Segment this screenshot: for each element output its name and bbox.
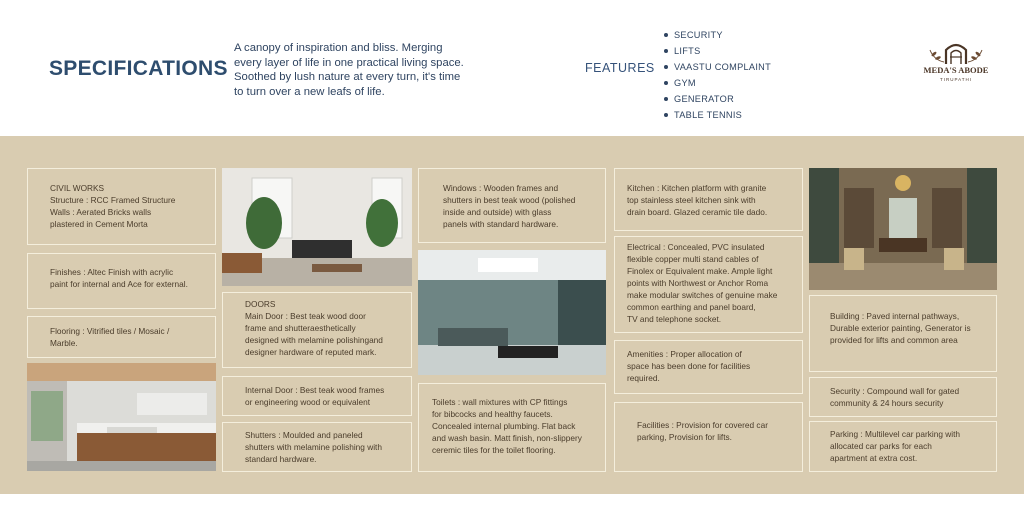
spec-security [809, 377, 997, 417]
spec-line: provided for lifts and common area [830, 335, 958, 345]
spec-heading: CIVIL WORKS [50, 183, 105, 193]
spec-line: Durable exterior painting, Generator is [830, 323, 971, 333]
spec-line: Building : Paved internal pathways, [830, 311, 960, 321]
spec-line: standard hardware. [245, 454, 317, 464]
feature-item: VAASTU COMPLAINT [664, 59, 771, 75]
spec-line: TV and telephone socket. [627, 314, 722, 324]
spec-line: Marble. [50, 338, 78, 348]
spec-shutters [222, 422, 412, 472]
spec-line: plastered in Cement Morta [50, 219, 148, 229]
spec-line: community & 24 hours security [830, 398, 944, 408]
spec-line: Flooring : Vitrified tiles / Mosaic / [50, 326, 170, 336]
spec-line: top stainless steel kitchen sink with [627, 195, 756, 205]
spec-line: Finolex or Equivalent make. Ample light [627, 266, 773, 276]
arch-laurel-logo-icon [920, 40, 992, 66]
tagline-line: Soothed by lush nature at every turn, it's time [234, 71, 461, 83]
spec-line: shutters in best teak wood (polished [443, 195, 576, 205]
spec-line: Shutters : Moulded and paneled [245, 430, 363, 440]
spec-line: paint for internal and Ace for external. [50, 279, 188, 289]
spec-line: allocated car parks for each [830, 441, 932, 451]
tagline [234, 41, 474, 99]
spec-finishes [27, 253, 216, 309]
spec-line: and wash basin. Matt finish, non-slippery [432, 433, 582, 443]
spec-parking [809, 421, 997, 472]
spec-line: flexible copper multi stand cables of [627, 254, 759, 264]
spec-facilities [614, 402, 803, 472]
spec-line: Windows : Wooden frames and [443, 183, 559, 193]
spec-internal-door [222, 376, 412, 416]
logo-sub: TIRUPATHI [939, 77, 973, 82]
spec-line: inside and outside) with glass [443, 207, 552, 217]
spec-kitchen [614, 168, 803, 231]
spec-line: Amenities : Proper allocation of [627, 349, 742, 359]
spec-line: for bibcocks and healthy faucets. [432, 409, 553, 419]
spec-line: designer hardware of reputed mark. [245, 347, 377, 357]
spec-line: Kitchen : Kitchen platform with granite [627, 183, 767, 193]
spec-heading: DOORS [245, 299, 276, 309]
spec-line: common earthing and panel board, [627, 302, 756, 312]
spec-line: drain board. Glazed ceramic tile dado. [627, 207, 768, 217]
spec-line: points with Northwest or Anchor Roma [627, 278, 769, 288]
spec-line: Electrical : Concealed, PVC insulated [627, 242, 765, 252]
feature-item: LIFTS [664, 43, 771, 59]
spec-line: or engineering wood or equivalent [245, 397, 371, 407]
spec-doors [222, 292, 412, 368]
spec-line: Walls : Aerated Bricks walls [50, 207, 152, 217]
spec-line: panels with standard hardware. [443, 219, 559, 229]
kitchen-photo [27, 363, 216, 471]
spec-line: space has been done for facilities [627, 361, 751, 371]
spec-line: Parking : Multilevel car parking with [830, 429, 961, 439]
spec-civil-works [27, 168, 216, 245]
spec-line: apartment at extra cost. [830, 453, 918, 463]
spec-line: Concealed internal plumbing. Flat back [432, 421, 576, 431]
logo-name: MEDA'S ABODE [923, 65, 989, 75]
spec-line: Finishes : Altec Finish with acrylic [50, 267, 174, 277]
spec-line: shutters with melamine polishing with [245, 442, 382, 452]
spec-line: ceremic tiles for the toilet flooring. [432, 445, 556, 455]
brand-logo [920, 40, 992, 90]
spec-line: Structure : RCC Framed Structure [50, 195, 176, 205]
features-list [664, 27, 771, 123]
feature-item: GYM [664, 75, 771, 91]
header [0, 0, 1024, 136]
spec-building [809, 295, 997, 372]
spec-line: make modular switches of genuine make [627, 290, 778, 300]
tagline-line: A canopy of inspiration and bliss. Merging [234, 42, 443, 54]
feature-item: GENERATOR [664, 91, 771, 107]
feature-item: SECURITY [664, 27, 771, 43]
features-label: FEATURES [585, 61, 655, 75]
spec-line: Main Door : Best teak wood door [245, 311, 366, 321]
tagline-line: every layer of life in one practical living space. [234, 56, 464, 69]
spec-line: frame and shutteraesthetically [245, 323, 356, 333]
spec-line: designed with melamine polishingand [245, 335, 383, 345]
spec-line: required. [627, 373, 660, 383]
spec-flooring [27, 316, 216, 358]
footer-strip [0, 494, 1024, 510]
spec-amenities [614, 340, 803, 394]
spec-toilets [418, 383, 606, 472]
spec-windows [418, 168, 606, 243]
bedroom-photo [418, 250, 606, 375]
page-title: SPECIFICATIONS [49, 57, 228, 80]
study-room-photo [809, 168, 997, 290]
spec-line: Facilities : Provision for covered car [637, 420, 768, 430]
living-room-photo [222, 168, 412, 286]
spec-line: Security : Compound wall for gated [830, 386, 960, 396]
spec-line: Toilets : wall mixtures with CP fittings [432, 397, 568, 407]
tagline-line: to turn over a new leafs of life. [234, 85, 385, 98]
feature-item: TABLE TENNIS [664, 107, 771, 123]
spec-electrical [614, 236, 803, 333]
spec-line: parking, Provision for lifts. [637, 432, 732, 442]
spec-line: Internal Door : Best teak wood frames [245, 385, 385, 395]
